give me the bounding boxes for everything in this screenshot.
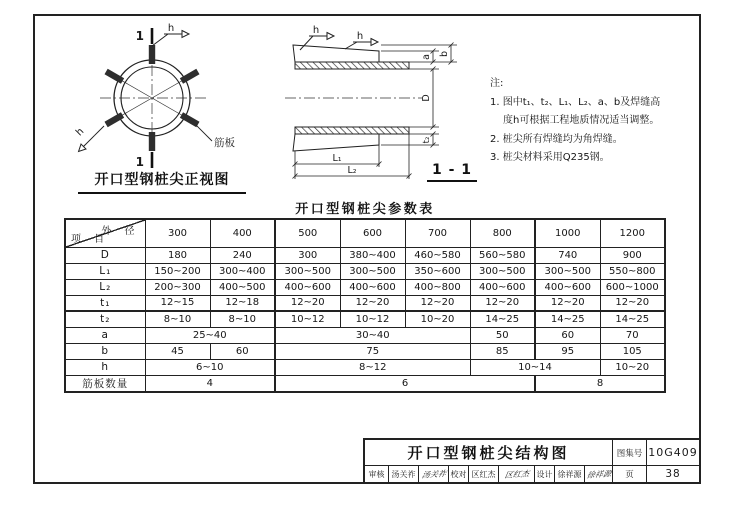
signoff-name: 徐祥源 xyxy=(555,466,585,482)
table-cell: 10~12 xyxy=(275,311,340,327)
corner-label-item: 项 目 xyxy=(71,233,110,245)
section-mark-label-top: 1 xyxy=(135,29,144,43)
table-row xyxy=(65,311,665,327)
col-header-600: 600 xyxy=(340,219,405,247)
table-row xyxy=(65,375,665,392)
signoff-role: 设计 xyxy=(535,466,555,482)
table-cell: 200~300 xyxy=(145,279,210,295)
table-cell: 14~25 xyxy=(470,311,535,327)
notes-heading: 注: xyxy=(490,78,504,89)
table-cell: 50 xyxy=(470,327,535,343)
table-cell: 460~580 xyxy=(405,247,470,263)
front-view-caption: 开口型钢桩尖正视图 xyxy=(78,169,246,194)
col-header-1200: 1200 xyxy=(600,219,665,247)
table-cell: 350~600 xyxy=(405,263,470,279)
col-header-1000: 1000 xyxy=(535,219,600,247)
note-line: 1. 图中t₁、t₂、L₁、L₂、a、b及焊缝高 xyxy=(490,96,661,108)
table-row xyxy=(65,295,665,311)
table-cell: 740 xyxy=(535,247,600,263)
table-cell: 6 xyxy=(275,375,535,392)
table-cell: 400~600 xyxy=(535,279,600,295)
table-cell: 12~18 xyxy=(210,295,275,311)
table-row xyxy=(65,343,665,359)
table-cell: 8~10 xyxy=(210,311,275,327)
col-header-300: 300 xyxy=(145,219,210,247)
table-cell: 900 xyxy=(600,247,665,263)
note-line: 3. 桩尖材料采用Q235钢。 xyxy=(490,152,610,163)
col-header-400: 400 xyxy=(210,219,275,247)
page-number: 38 xyxy=(665,468,681,480)
table-cell: 240 xyxy=(210,247,275,263)
table-cell: 60 xyxy=(535,327,600,343)
section-view-diagram xyxy=(283,20,488,182)
col-header-800: 800 xyxy=(470,219,535,247)
table-cell: 6~10 xyxy=(145,359,275,375)
atlas-number-value: 10G409 xyxy=(648,446,698,459)
signoff-role: 审核 xyxy=(365,466,389,482)
signoff-signature: 汤关祚 xyxy=(419,466,449,482)
table-row xyxy=(65,279,665,295)
table-cell: 10~14 xyxy=(470,359,600,375)
table-cell: 180 xyxy=(145,247,210,263)
weld-height-label-2: h xyxy=(356,31,364,42)
table-cell: 10~12 xyxy=(340,311,405,327)
table-cell: 560~580 xyxy=(470,247,535,263)
top-rib-fin xyxy=(293,45,379,62)
signoff-row xyxy=(365,466,612,482)
row-label: t₂ xyxy=(65,311,145,327)
table-cell: 60 xyxy=(210,343,275,359)
section-view-caption: 1 - 1 xyxy=(427,162,477,182)
rib-label: 筋板 xyxy=(214,137,235,149)
table-cell: 400~600 xyxy=(340,279,405,295)
row-label: L₂ xyxy=(65,279,145,295)
dim-b-label: b xyxy=(439,50,450,58)
row-label: 筋板数量 xyxy=(65,375,145,392)
table-cell: 550~800 xyxy=(600,263,665,279)
corner-label-outer-diameter: 外 径 xyxy=(101,226,140,237)
table-cell: 300~500 xyxy=(470,263,535,279)
pipe-wall-top xyxy=(295,62,409,69)
front-view-diagram xyxy=(58,20,293,178)
table-cell: 600~1000 xyxy=(600,279,665,295)
table-cell: 400~800 xyxy=(405,279,470,295)
table-cell: 8 xyxy=(535,375,665,392)
dim-L1-label: L₁ xyxy=(332,153,342,164)
table-cell: 400~600 xyxy=(470,279,535,295)
rib-label-leader xyxy=(196,125,212,141)
table-row xyxy=(65,247,665,263)
atlas-number-label: 图集号 xyxy=(613,440,647,465)
dim-L2-label: L₂ xyxy=(347,165,357,176)
table-cell: 10~20 xyxy=(600,359,665,375)
table-row xyxy=(65,327,665,343)
table-cell: 12~20 xyxy=(600,295,665,311)
section-mark-label-bottom: 1 xyxy=(135,155,144,169)
dim-a-label: a xyxy=(421,54,432,60)
title-block xyxy=(363,438,701,484)
row-label: h xyxy=(65,359,145,375)
table-cell: 12~20 xyxy=(405,295,470,311)
table-cell: 400~600 xyxy=(275,279,340,295)
table-cell: 30~40 xyxy=(275,327,470,343)
col-header-700: 700 xyxy=(405,219,470,247)
table-cell: 8~12 xyxy=(275,359,470,375)
param-table xyxy=(64,218,666,393)
signoff-name: 区红杰 xyxy=(469,466,499,482)
signoff-signature: 区红杰 xyxy=(499,466,535,482)
sheet-title: 开口型钢桩尖结构图 xyxy=(365,440,612,466)
table-row xyxy=(65,263,665,279)
table-cell: 70 xyxy=(600,327,665,343)
row-label: t₁ xyxy=(65,295,145,311)
table-cell: 300~400 xyxy=(210,263,275,279)
table-cell: 300~500 xyxy=(275,263,340,279)
table-corner-cell xyxy=(65,219,145,247)
notes-block xyxy=(490,75,702,168)
note-line: 2. 桩尖所有焊缝均为角焊缝。 xyxy=(490,133,623,145)
col-header-500: 500 xyxy=(275,219,340,247)
table-cell: 105 xyxy=(600,343,665,359)
row-label: b xyxy=(65,343,145,359)
table-cell: 14~25 xyxy=(535,311,600,327)
row-label: L₁ xyxy=(65,263,145,279)
row-label: a xyxy=(65,327,145,343)
table-cell: 85 xyxy=(470,343,535,359)
dim-D-label: D xyxy=(421,94,432,102)
table-cell: 8~10 xyxy=(145,311,210,327)
table-cell: 300~500 xyxy=(535,263,600,279)
table-cell: 12~20 xyxy=(535,295,600,311)
table-cell: 380~400 xyxy=(340,247,405,263)
table-cell: 10~20 xyxy=(405,311,470,327)
table-cell: 400~500 xyxy=(210,279,275,295)
table-cell: 75 xyxy=(275,343,470,359)
table-cell: 300 xyxy=(275,247,340,263)
table-cell: 12~20 xyxy=(470,295,535,311)
signoff-role: 校对 xyxy=(449,466,469,482)
bottom-rib-fin xyxy=(293,134,379,151)
table-cell: 150~200 xyxy=(145,263,210,279)
table-title: 开口型钢桩尖参数表 xyxy=(295,202,435,217)
pipe-wall-bottom xyxy=(295,127,409,134)
page-label: 页 xyxy=(613,466,647,482)
dim-t2-label: t₂ xyxy=(422,136,432,144)
note-line: 度h可根据工程地质情况适当调整。 xyxy=(503,115,660,126)
table-cell: 95 xyxy=(535,343,600,359)
table-cell: 25~40 xyxy=(145,327,275,343)
weld-symbol-side xyxy=(76,124,106,154)
table-cell: 12~20 xyxy=(275,295,340,311)
weld-height-label-top: h xyxy=(167,23,175,34)
row-label: D xyxy=(65,247,145,263)
signoff-name: 汤关祚 xyxy=(389,466,419,482)
signoff-signature: 徐祥源 xyxy=(585,468,612,480)
weld-height-label-side: h xyxy=(74,126,87,139)
table-cell: 12~20 xyxy=(340,295,405,311)
table-cell: 300~500 xyxy=(340,263,405,279)
table-cell: 12~15 xyxy=(145,295,210,311)
table-row xyxy=(65,359,665,375)
table-cell: 14~25 xyxy=(600,311,665,327)
table-cell: 4 xyxy=(145,375,275,392)
table-cell: 45 xyxy=(145,343,210,359)
weld-height-label-1: h xyxy=(312,25,320,36)
